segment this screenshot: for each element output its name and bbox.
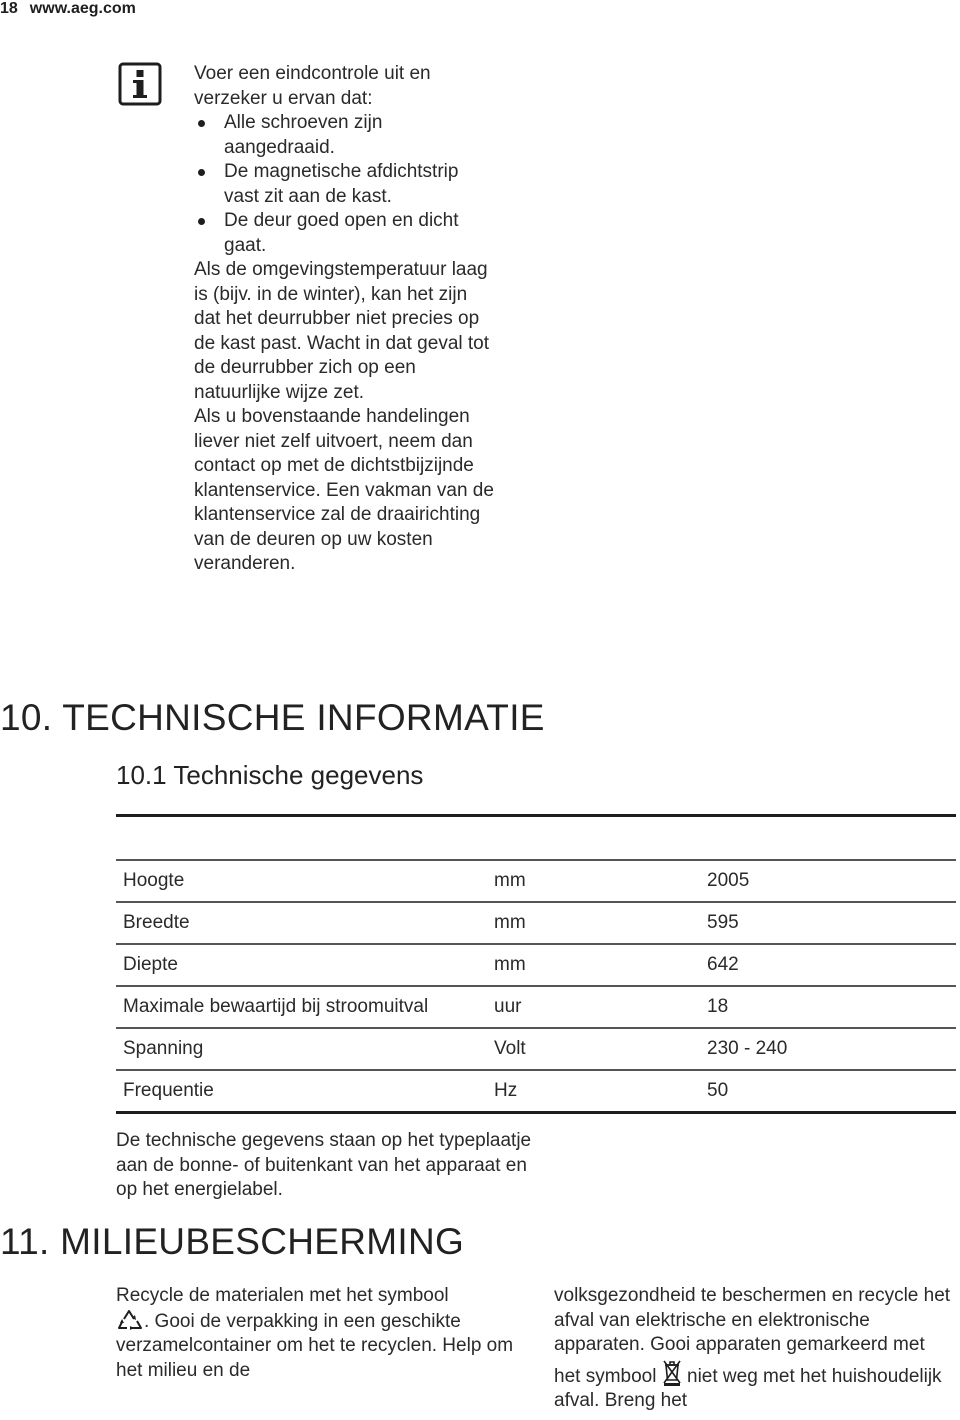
spec-label: Maximale bewaartijd bij stroomuitval: [116, 986, 487, 1028]
table-row: [116, 902, 956, 944]
spec-label: Breedte: [116, 902, 487, 944]
weee-text-part-2: niet weg met het huishoudelijk afval. Breng het: [554, 1365, 942, 1411]
environment-text-left: [116, 1284, 516, 1383]
info-icon: [118, 62, 162, 106]
checklist-item: De deur goed open en dicht gaat.: [194, 209, 494, 258]
spec-value: 50: [700, 1070, 956, 1113]
spec-label: Diepte: [116, 944, 487, 986]
table-row: [116, 986, 956, 1028]
table-row: [116, 1028, 956, 1070]
spec-label: Hoogte: [116, 860, 487, 902]
table-row: [116, 944, 956, 986]
spec-label: Frequentie: [116, 1070, 487, 1113]
spec-unit: Volt: [487, 1028, 700, 1070]
spec-label: Spanning: [116, 1028, 487, 1070]
spec-unit: uur: [487, 986, 700, 1028]
temperature-note: Als de omgevingstemperatuur laag is (bijv. in de winter), kan het zijn dat het deurrubber niet precies op de kast past. Wacht in dat geval tot de deurrubber zich op een natuurlijke wijze zet.: [194, 259, 490, 403]
spec-unit: mm: [487, 860, 700, 902]
site-link[interactable]: www.aeg.com: [29, 0, 136, 17]
recycle-text-part-1: Recycle de materialen met het symbool: [116, 1285, 449, 1306]
spec-unit: mm: [487, 944, 700, 986]
technical-data-note: De technische gegevens staan op het typeplaatje aan de bonne- of buitenkant van het apparaat en op het energielabel.: [116, 1130, 532, 1200]
spec-value: 2005: [700, 860, 956, 902]
checklist: [194, 111, 494, 258]
page-number: 18: [0, 0, 18, 17]
table-row: [116, 860, 956, 902]
info-intro: Voer een eindcontrole uit en verzeker u ervan dat:: [194, 63, 431, 109]
table-row: [116, 1070, 956, 1113]
spec-value: 642: [700, 944, 956, 986]
section-title-technical: 10. TECHNISCHE INFORMATIE: [0, 697, 545, 738]
spec-unit: mm: [487, 902, 700, 944]
technical-data-table: [116, 814, 956, 1114]
weee-text-part-1: volksgezondheid te beschermen en recycle het afval van elektrische en elektronische apparaten. Gooi apparaten gemarkeerd met het symbool: [554, 1285, 951, 1387]
checklist-item: De magnetische afdichtstrip vast zit aan de kast.: [194, 160, 494, 209]
recycle-icon: [116, 1309, 144, 1331]
subsection-title-technical-data: 10.1 Technische gegevens: [116, 760, 424, 790]
recycle-text-part-2: . Gooi de verpakking in een geschikte verzamelcontainer om het te recyclen. Help om het milieu en de: [116, 1310, 514, 1381]
section-title-environment: 11. MILIEUBESCHERMING: [0, 1221, 465, 1262]
checklist-item: Alle schroeven zijn aangedraaid.: [194, 111, 494, 160]
info-note: [194, 62, 494, 577]
spec-unit: Hz: [487, 1070, 700, 1113]
service-note: Als u bovenstaande handelingen liever niet zelf uitvoert, neem dan contact op met de dichtstbijzijnde klantenservice. Een vakman van de klantenservice zal de draairichting van de deuren op uw kosten veranderen.: [194, 406, 494, 574]
page-header: [0, 0, 136, 18]
table-header-row: [116, 816, 956, 861]
spec-value: 18: [700, 986, 956, 1028]
environment-text-right: [554, 1284, 954, 1414]
spec-value: 230 - 240: [700, 1028, 956, 1070]
crossed-bin-icon: [662, 1358, 682, 1386]
spec-value: 595: [700, 902, 956, 944]
